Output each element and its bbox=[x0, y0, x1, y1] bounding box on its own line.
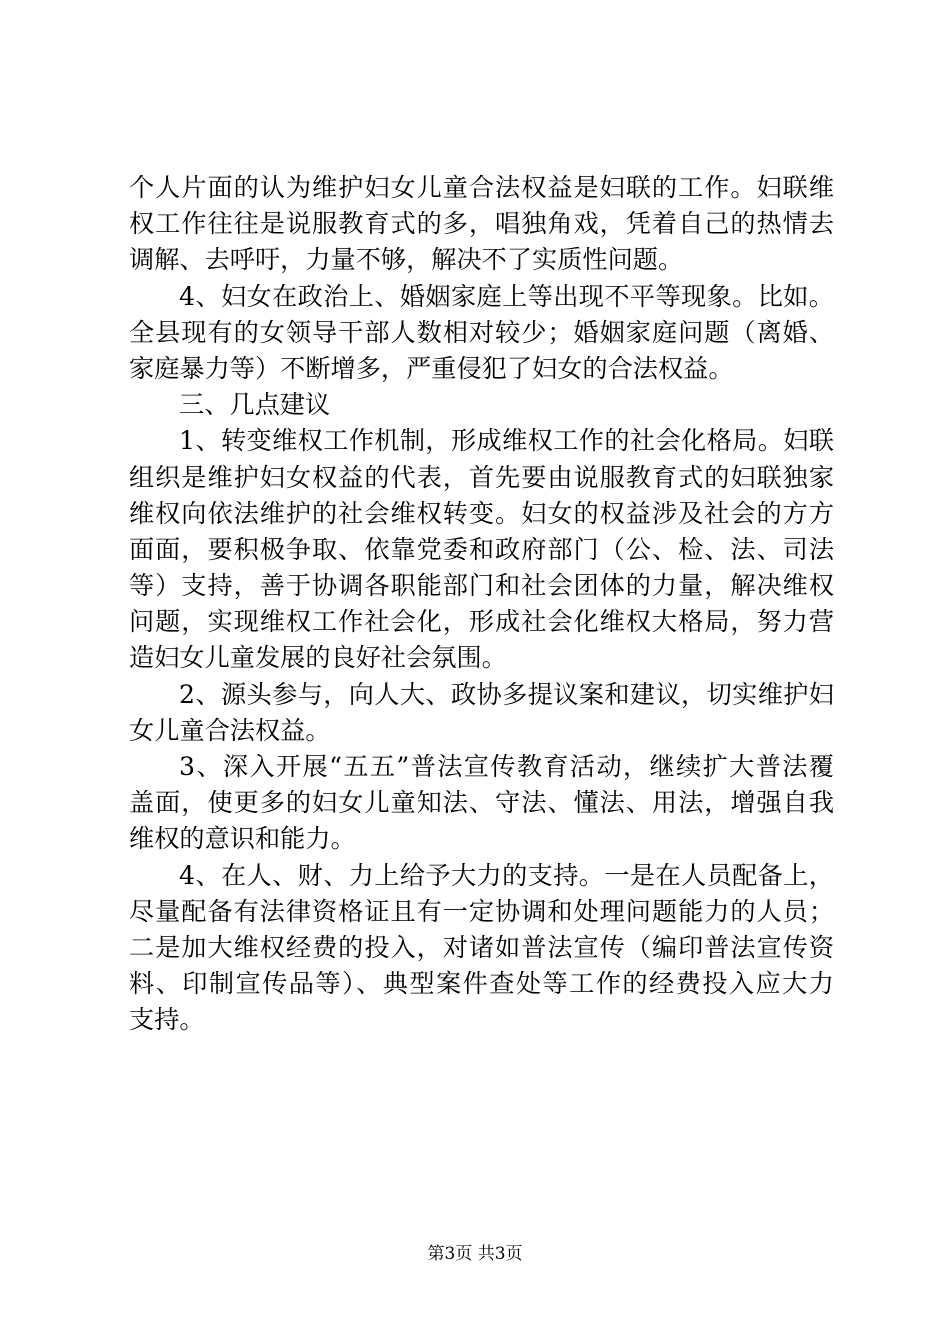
document-body bbox=[129, 170, 834, 1039]
paragraph-start-line: 4、在人、财、力上给予大力的支持。一是在人员配备上， bbox=[179, 860, 834, 890]
text-line: 维权向依法维护的社会维权转变。妇女的权益涉及社会的方方 bbox=[129, 498, 834, 528]
text-line: 盖面，使更多的妇女儿童知法、守法、懂法、用法，增强自我 bbox=[129, 788, 834, 818]
text-line: 造妇女儿童发展的良好社会氛围。 bbox=[129, 643, 507, 673]
paragraph-start-line: 4、妇女在政治上、婚姻家庭上等出现不平等现象。比如。 bbox=[179, 281, 834, 311]
text-line: 支持。 bbox=[129, 1005, 205, 1035]
paragraph-start-line: 1、转变维权工作机制，形成维权工作的社会化格局。妇联 bbox=[179, 426, 834, 456]
text-line: 组织是维护妇女权益的代表，首先要由说服教育式的妇联独家 bbox=[129, 462, 834, 492]
text-line: 家庭暴力等）不断增多，严重侵犯了妇女的合法权益。 bbox=[129, 353, 734, 383]
text-line: 二是加大维权经费的投入，对诸如普法宣传（编印普法宣传资 bbox=[129, 932, 834, 962]
text-line: 个人片面的认为维护妇女儿童合法权益是妇联的工作。妇联维 bbox=[129, 173, 834, 202]
page-number-footer: 第3页 共3页 bbox=[427, 1244, 523, 1264]
text-line: 维权的意识和能力。 bbox=[129, 824, 356, 854]
paragraph-start-line: 2、源头参与，向人大、政协多提议案和建议，切实维护妇 bbox=[179, 679, 834, 709]
text-line: 问题，实现维权工作社会化，形成社会化维权大格局，努力营 bbox=[129, 607, 834, 637]
text-line: 全县现有的女领导干部人数相对较少；婚姻家庭问题（离婚、 bbox=[129, 317, 834, 347]
text-line: 面面，要积极争取、依靠党委和政府部门（公、检、法、司法 bbox=[129, 534, 834, 564]
text-line: 调解、去呼吁，力量不够，解决不了实质性问题。 bbox=[129, 245, 684, 275]
text-line: 权工作往往是说服教育式的多，唱独角戏，凭着自己的热情去 bbox=[129, 209, 834, 239]
text-line: 等）支持，善于协调各职能部门和社会团体的力量，解决维权 bbox=[129, 571, 834, 601]
section-heading: 三、几点建议 bbox=[179, 390, 331, 420]
text-line: 女儿童合法权益。 bbox=[129, 715, 331, 745]
text-line: 料、印制宣传品等）、典型案件查处等工作的经费投入应大力 bbox=[129, 969, 834, 999]
text-line: 尽量配备有法律资格证且有一定协调和处理问题能力的人员； bbox=[129, 896, 834, 926]
paragraph-start-line: 3、深入开展“五五”普法宣传教育活动，继续扩大普法覆 bbox=[179, 752, 834, 781]
